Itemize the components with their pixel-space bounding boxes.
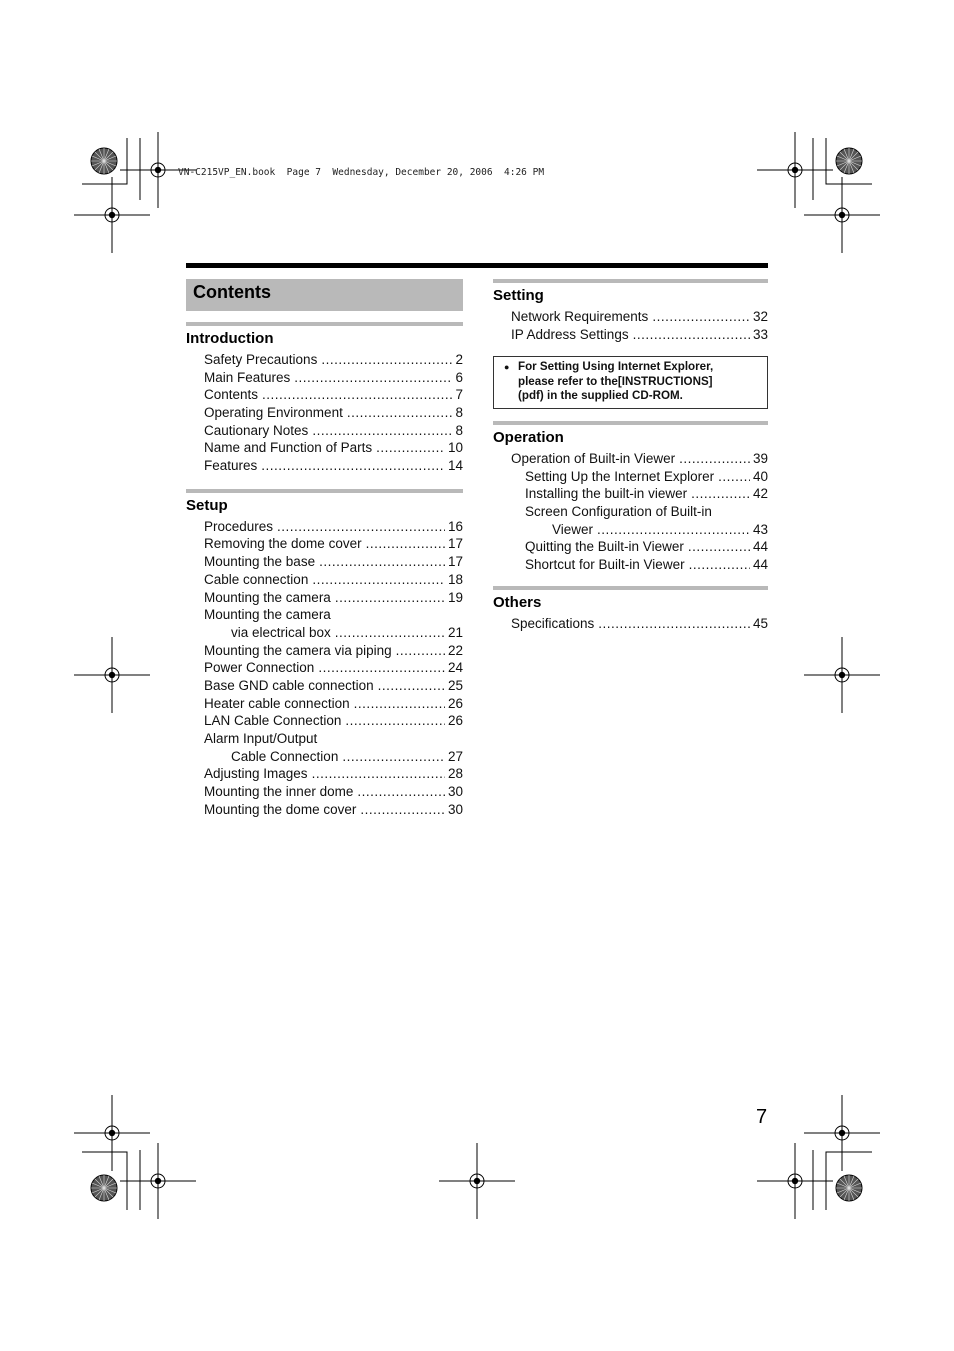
entry-page-number: 6 (455, 369, 463, 385)
entry-page-number: 24 (447, 660, 463, 676)
section-title: Others (493, 593, 542, 611)
leader-dots (277, 518, 445, 536)
entry-label: Removing the dome cover (204, 536, 362, 552)
leader-dots (318, 659, 445, 677)
bullet-icon: ● (504, 362, 510, 373)
entry-label: Cable connection (204, 571, 309, 587)
section-rule (493, 279, 768, 283)
leader-dots (691, 485, 750, 503)
registration-star-icon (836, 1175, 862, 1201)
leader-dots (679, 450, 750, 468)
toc-entry[interactable] (204, 369, 463, 387)
leader-dots (360, 801, 445, 819)
leader-dots (652, 308, 750, 326)
entry-page-number: 39 (752, 450, 768, 466)
page-title: Contents (193, 282, 271, 302)
toc-entry[interactable] (511, 538, 768, 556)
entry-page-number: 19 (447, 589, 463, 605)
section-rule (493, 421, 768, 425)
right-sections (493, 279, 768, 632)
leader-dots (718, 468, 750, 486)
registration-cross-icon (757, 1143, 833, 1219)
toc-entry[interactable] (204, 765, 463, 783)
toc-entry[interactable] (204, 553, 463, 571)
toc-entry[interactable] (511, 450, 768, 468)
registration-cross-icon (74, 177, 150, 253)
section-title: Operation (493, 428, 564, 446)
toc-section (493, 421, 768, 574)
toc-section (186, 322, 463, 475)
toc-section (493, 279, 768, 343)
note-line: please refer to the[INSTRUCTIONS] (518, 374, 713, 388)
entry-page-number: 30 (447, 784, 463, 800)
entry-label: Alarm Input/Output (204, 731, 318, 747)
toc-entry[interactable] (204, 695, 463, 713)
note-text (504, 360, 759, 404)
leader-dots (354, 695, 445, 713)
registration-star-icon (836, 148, 862, 174)
entry-list (186, 351, 463, 475)
registration-cross-icon (804, 637, 880, 713)
leader-dots (396, 642, 445, 660)
entry-label: Procedures (204, 518, 274, 534)
registration-cross-icon (439, 1143, 515, 1219)
leader-dots (345, 712, 445, 730)
toc-section (493, 586, 768, 633)
toc-section (186, 489, 463, 819)
entry-page-number: 30 (447, 801, 463, 817)
entry-label: IP Address Settings (511, 326, 629, 342)
entry-label: Adjusting Images (204, 766, 308, 782)
entry-page-number: 45 (752, 615, 768, 631)
entry-label: Mounting the inner dome (204, 784, 354, 800)
toc-entry[interactable] (204, 659, 463, 677)
entry-label: Cautionary Notes (204, 422, 309, 438)
toc-entry[interactable] (511, 485, 768, 503)
entry-page-number: 25 (447, 677, 463, 693)
entry-list (493, 308, 768, 343)
note-box (493, 356, 768, 409)
leader-dots (335, 624, 445, 642)
note-line: (pdf) in the supplied CD-ROM. (518, 389, 683, 403)
toc-entry[interactable] (204, 536, 463, 554)
entry-page-number: 22 (447, 642, 463, 658)
toc-entry[interactable] (204, 730, 463, 748)
leader-dots (633, 326, 750, 344)
left-column (186, 279, 463, 819)
leader-dots (347, 404, 453, 422)
right-column (493, 279, 768, 632)
leader-dots (261, 457, 445, 475)
toc-entry[interactable] (511, 521, 768, 539)
section-rule (186, 322, 463, 326)
leader-dots (342, 748, 445, 766)
leader-dots (378, 677, 445, 695)
entry-label: Mounting the camera (204, 589, 331, 605)
toc-entry[interactable] (204, 518, 463, 536)
entry-label: Mounting the dome cover (204, 801, 357, 817)
entry-page-number: 21 (447, 624, 463, 640)
entry-page-number: 43 (752, 521, 768, 537)
toc-entry[interactable] (204, 642, 463, 660)
toc-entry[interactable] (204, 439, 463, 457)
registration-cross-icon (757, 132, 833, 208)
entry-page-number: 44 (752, 556, 768, 572)
entry-label: Shortcut for Built-in Viewer (525, 556, 685, 572)
registration-star-icon (91, 148, 117, 174)
entry-label: Viewer (552, 521, 594, 537)
leader-dots (366, 535, 445, 553)
registration-cross-icon (804, 177, 880, 253)
entry-page-number: 8 (455, 422, 463, 438)
leader-dots (598, 615, 750, 633)
toc-entry[interactable] (511, 556, 768, 574)
leader-dots (689, 556, 750, 574)
entry-page-number: 2 (455, 351, 463, 367)
entry-list (493, 615, 768, 633)
leader-dots (597, 521, 750, 539)
toc-entry[interactable] (204, 386, 463, 404)
toc-entry[interactable] (204, 606, 463, 624)
toc-entry[interactable] (204, 457, 463, 475)
leader-dots (294, 369, 452, 387)
entry-label: LAN Cable Connection (204, 713, 342, 729)
leader-dots (321, 351, 452, 369)
toc-entry[interactable] (511, 308, 768, 326)
entry-label: Mounting the base (204, 554, 316, 570)
entry-label: Safety Precautions (204, 351, 318, 367)
entry-page-number: 26 (447, 695, 463, 711)
toc-entry[interactable] (204, 571, 463, 589)
toc-entry[interactable] (204, 801, 463, 819)
entry-label: Contents (204, 387, 259, 403)
entry-page-number: 40 (752, 468, 768, 484)
entry-label: Heater cable connection (204, 695, 350, 711)
toc-entry[interactable] (204, 422, 463, 440)
entry-page-number: 7 (455, 387, 463, 403)
note-line: For Setting Using Internet Explorer, (518, 360, 714, 374)
entry-label: Cable Connection (231, 748, 339, 764)
entry-page-number: 26 (447, 713, 463, 729)
page-number: 7 (756, 1106, 768, 1128)
toc-entry[interactable] (511, 326, 768, 344)
contents-title-box (186, 279, 463, 311)
entry-label: Installing the built-in viewer (525, 486, 688, 502)
registration-star-icon (91, 1175, 117, 1201)
leader-dots (312, 571, 445, 589)
entry-page-number: 33 (752, 326, 768, 342)
registration-cross-icon (804, 1095, 880, 1171)
leader-dots (688, 538, 750, 556)
entry-page-number: 44 (752, 539, 768, 555)
entry-label: Network Requirements (511, 308, 649, 324)
entry-list (186, 518, 463, 819)
entry-label: Quitting the Built-in Viewer (525, 539, 684, 555)
registration-cross-icon (74, 637, 150, 713)
entry-label: Power Connection (204, 660, 315, 676)
leader-dots (376, 439, 445, 457)
toc-entry[interactable] (204, 712, 463, 730)
toc-entry[interactable] (511, 615, 768, 633)
toc-entry[interactable] (204, 624, 463, 642)
entry-page-number: 18 (447, 571, 463, 587)
entry-label: Name and Function of Parts (204, 440, 373, 456)
entry-page-number: 32 (752, 308, 768, 324)
section-rule (186, 489, 463, 493)
section-rule (493, 586, 768, 590)
entry-page-number: 28 (447, 766, 463, 782)
entry-label: Mounting the camera via piping (204, 642, 392, 658)
entry-page-number: 16 (447, 518, 463, 534)
entry-label: Mounting the camera (204, 607, 331, 623)
left-sections (186, 322, 463, 819)
leader-dots (312, 422, 452, 440)
leader-dots (335, 589, 445, 607)
entry-list (493, 450, 768, 574)
leader-dots (357, 783, 445, 801)
entry-label: Specifications (511, 615, 595, 631)
toc-entry[interactable] (204, 589, 463, 607)
toc-entry[interactable] (511, 503, 768, 521)
entry-page-number: 27 (447, 748, 463, 764)
entry-label: via electrical box (231, 624, 331, 640)
registration-cross-icon (120, 1143, 196, 1219)
entry-page-number: 14 (447, 458, 463, 474)
entry-page-number: 8 (455, 405, 463, 421)
leader-dots (262, 386, 452, 404)
entry-page-number: 42 (752, 486, 768, 502)
leader-dots (319, 553, 445, 571)
entry-label: Setting Up the Internet Explorer (525, 468, 715, 484)
top-rule (186, 263, 768, 268)
entry-label: Base GND cable connection (204, 677, 374, 693)
toc-entry[interactable] (204, 783, 463, 801)
toc-entry[interactable] (204, 351, 463, 369)
toc-entry[interactable] (204, 404, 463, 422)
entry-page-number: 17 (447, 554, 463, 570)
entry-label: Operation of Built-in Viewer (511, 450, 676, 466)
section-title: Setup (186, 496, 228, 514)
entry-label: Screen Configuration of Built-in (525, 503, 712, 519)
toc-entry[interactable] (204, 748, 463, 766)
section-title: Setting (493, 287, 544, 304)
toc-entry[interactable] (204, 677, 463, 695)
print-header-stamp: VN-C215VP_EN.book Page 7 Wednesday, December 20, 2006 4:26 PM (178, 167, 545, 178)
entry-label: Features (204, 458, 258, 474)
toc-entry[interactable] (511, 468, 768, 486)
entry-label: Main Features (204, 369, 291, 385)
entry-page-number: 10 (447, 440, 463, 456)
entry-page-number: 17 (447, 536, 463, 552)
leader-dots (312, 765, 445, 783)
entry-label: Operating Environment (204, 405, 343, 421)
registration-cross-icon (74, 1095, 150, 1171)
section-title: Introduction (186, 330, 274, 347)
